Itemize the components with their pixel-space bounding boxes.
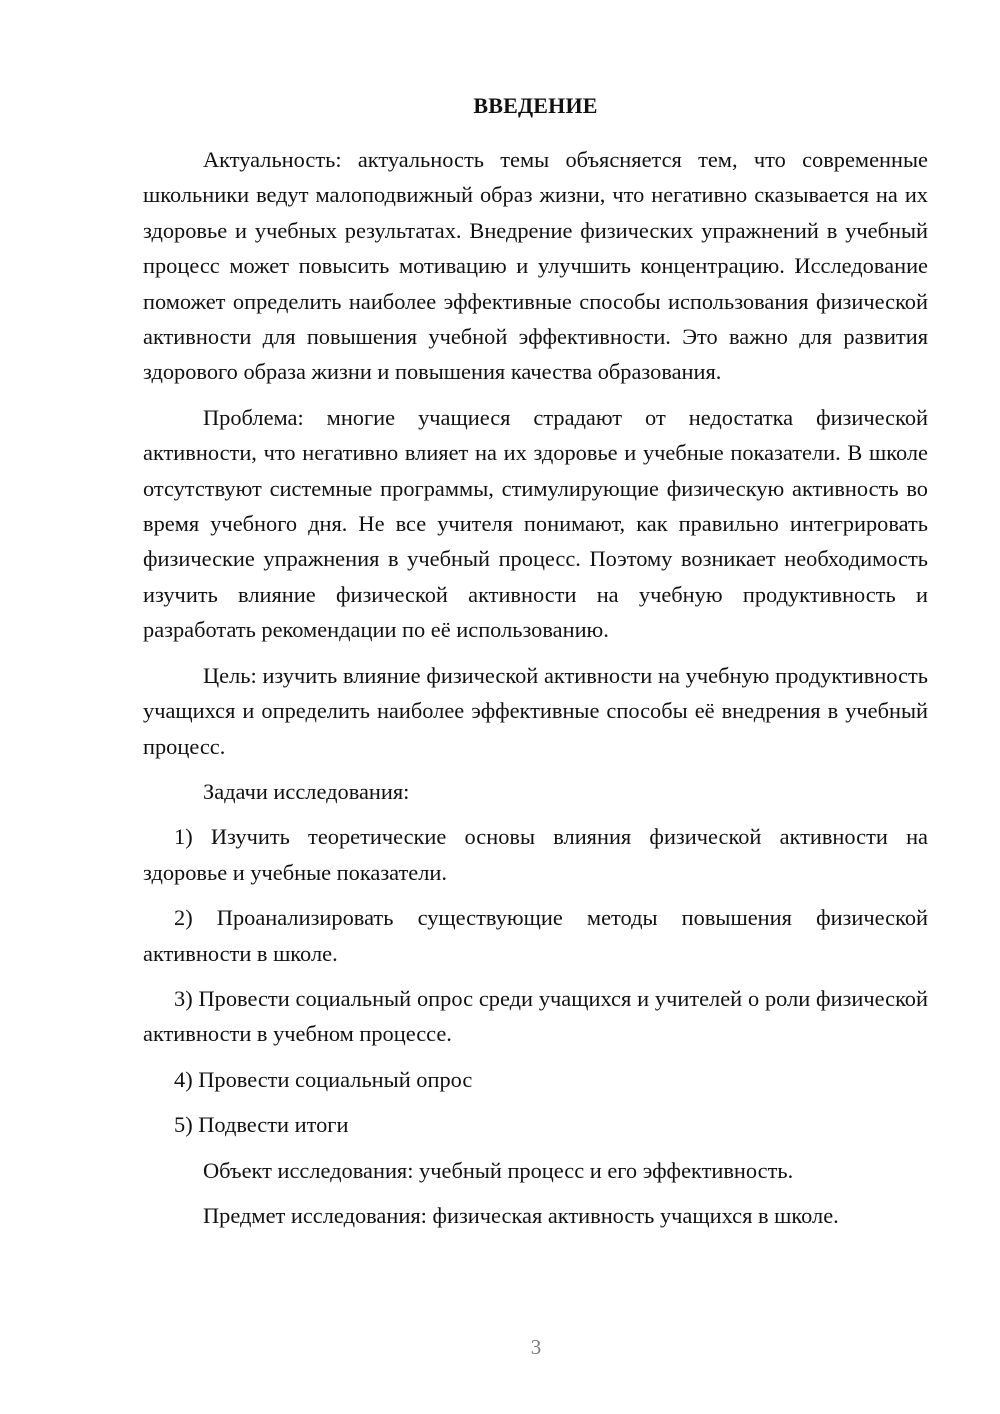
task-item-1: 1) Изучить теоретические основы влияния физической активности на здоровье и учебные показатели. bbox=[143, 824, 928, 885]
tasks-heading: Задачи исследования: bbox=[203, 778, 410, 804]
page-content bbox=[143, 90, 928, 1243]
page-title: ВВЕДЕНИЕ bbox=[473, 93, 598, 118]
research-object-paragraph: Объект исследования: учебный процесс и его эффективность. bbox=[203, 1157, 794, 1183]
relevance-paragraph: Актуальность: актуальность темы объясняется тем, что современные школьники ведут малоподвижный образ жизни, что негативно сказывается на их здоровье и учебных результатах. Внедрение физических упражнений в учебный процесс может повысить мотивацию и улучшить концентрацию. Исследование поможет определить наиболее эффективные способы использования физической активности для повышения учебной эффективности. Это важно для развития здорового образа жизни и повышения качества образования. bbox=[143, 147, 928, 385]
task-item-3: 3) Провести социальный опрос среди учащихся и учителей о роли физической активности в учебном процессе. bbox=[143, 985, 928, 1047]
task-item-5: 5) Подвести итоги bbox=[174, 1112, 349, 1138]
task-item-2: 2) Проанализировать существующие методы повышения физической активности в школе. bbox=[143, 905, 928, 966]
goal-paragraph: Цель: изучить влияние физической активности на учебную продуктивность учащихся и определить наиболее эффективные способы её внедрения в учебный процесс. bbox=[143, 662, 928, 759]
page-number: 3 bbox=[530, 1335, 542, 1359]
task-item-4: 4) Провести социальный опрос bbox=[174, 1066, 473, 1092]
research-subject-paragraph: Предмет исследования: физическая активность учащихся в школе. bbox=[203, 1202, 839, 1228]
problem-paragraph: Проблема: многие учащиеся страдают от недостатка физической активности, что негативно влияет на их здоровье и учебные показатели. В школе отсутствуют системные программы, стимулирующие физическую активность во время учебного дня. Не все учителя понимают, как правильно интегрировать физические упражнения в учебный процесс. Поэтому возникает необходимость изучить влияние физической активности на учебную продуктивность и разработать рекомендации по её использованию. bbox=[143, 404, 928, 643]
